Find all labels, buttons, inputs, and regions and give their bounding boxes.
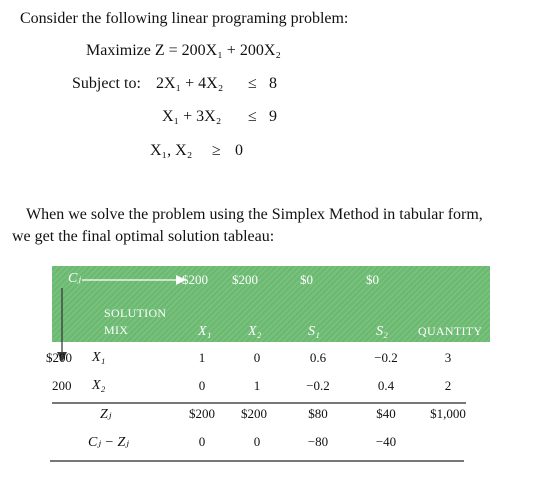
- row1-x1: 1: [198, 350, 206, 365]
- tableau-separator-top: [52, 402, 466, 404]
- col-header-s1: S₁: [308, 324, 320, 339]
- zj-qty: $1,000: [430, 406, 466, 421]
- constraint-1-rhs: 8: [269, 75, 277, 92]
- nonneg-rhs: 0: [235, 142, 243, 159]
- solution-mix-line2: MIX: [104, 323, 129, 337]
- paragraph-line-2: we get the final optimal solution tableau:: [12, 228, 275, 245]
- row1-x2: 0: [253, 350, 261, 365]
- col-header-x2: X₂: [248, 324, 262, 339]
- row1-s2: −0.2: [374, 350, 398, 365]
- zj-s1: $80: [308, 406, 328, 421]
- solution-mix-line1: SOLUTION: [104, 306, 167, 320]
- row1-var: X₁: [92, 350, 106, 365]
- row2-var: X₂: [92, 378, 106, 393]
- row1-cb: $200: [46, 350, 72, 365]
- row2-s2: 0.4: [377, 378, 395, 393]
- tableau-separator-bottom: [50, 460, 464, 462]
- col-header-s2: S₂: [376, 324, 388, 339]
- right-arrow-icon: [82, 274, 186, 286]
- cjzj-x1: 0: [198, 434, 206, 449]
- nonneg-lhs: X₁, X₂: [150, 142, 193, 159]
- simplex-tableau: [46, 266, 490, 480]
- cj-x2-value: $200: [232, 272, 258, 287]
- cj-x1-value: $200: [182, 272, 208, 287]
- paragraph-line-1: When we solve the problem using the Simplex Method in tabular form,: [26, 206, 483, 223]
- row2-qty: 2: [444, 378, 452, 393]
- row1-s1: 0.6: [309, 350, 327, 365]
- objective-function: Maximize Z = 200X₁ + 200X₂: [86, 42, 281, 59]
- cjzj-x2: 0: [253, 434, 261, 449]
- row2-s1: −0.2: [306, 378, 330, 393]
- constraint-1-sign: ≤: [248, 75, 257, 92]
- row2-x1: 0: [198, 378, 206, 393]
- cjzj-label: Cⱼ − Zⱼ: [88, 435, 129, 450]
- intro-text: Consider the following linear programing problem:: [20, 10, 349, 27]
- subject-to-label: Subject to:: [72, 75, 141, 92]
- nonneg-sign: ≥: [212, 142, 221, 159]
- cjzj-s1: −80: [307, 434, 329, 449]
- down-arrow-icon: [56, 270, 68, 362]
- constraint-2-sign: ≤: [248, 108, 257, 125]
- quantity-header: QUANTITY: [418, 324, 483, 338]
- zj-s2: $40: [376, 406, 396, 421]
- cj-s1-value: $0: [300, 272, 313, 287]
- row2-cb: 200: [52, 378, 72, 393]
- cj-s2-value: $0: [366, 272, 379, 287]
- zj-x1: $200: [189, 406, 215, 421]
- row1-qty: 3: [444, 350, 452, 365]
- constraint-2-lhs: X₁ + 3X₂: [162, 108, 222, 125]
- zj-label: Zⱼ: [100, 407, 112, 422]
- row2-x2: 1: [253, 378, 261, 393]
- constraint-2-rhs: 9: [269, 108, 277, 125]
- cjzj-s2: −40: [375, 434, 397, 449]
- col-header-x1: X₁: [198, 324, 212, 339]
- zj-x2: $200: [241, 406, 267, 421]
- cj-label: Cⱼ: [68, 271, 82, 286]
- constraint-1-lhs: 2X₁ + 4X₂: [156, 75, 224, 92]
